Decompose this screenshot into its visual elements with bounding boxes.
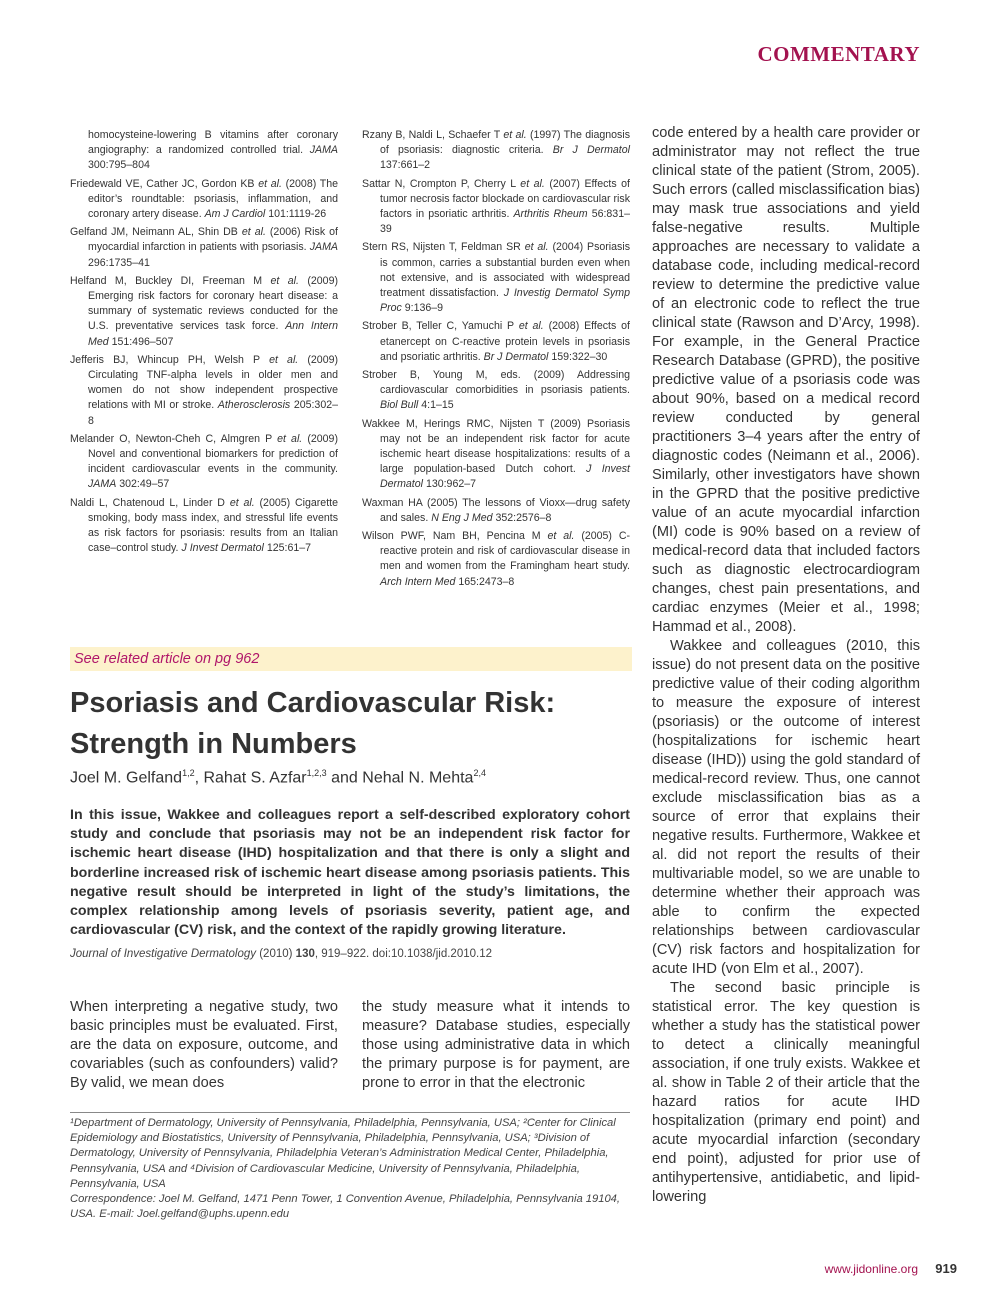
reference-main2: (2009) Emerging risk factors for coronary heart disease: a summary of systematic reviews conducted for the U.S. preventative services task force. — [88, 274, 338, 333]
reference-main2: (2009) Circulating TNF-alpha levels in older men and women do not show independent prospective relations with MI or stroke. — [88, 353, 339, 412]
reference-item — [362, 496, 630, 526]
title-line-1: Psoriasis and Cardiovascular Risk: — [70, 687, 556, 719]
author-list — [70, 768, 486, 787]
reference-item — [70, 274, 338, 350]
abstract: In this issue, Wakkee and colleagues report a self-described exploratory cohort study and conclude that psoriasis may not be an independent risk factor for ischemic heart disease (IHD) hospitalization and that there is only a slight and borderline increased risk of ischemic heart disease among psoriasis patients. This negative result should be interpreted in light of the study’s limitations, the complex relationship among levels of psoriasis severity, patient age, and cardiovascular (CV) risk, and the context of the rapidly growing literature. — [70, 807, 630, 939]
body-column-1 — [70, 998, 338, 1093]
citation-volume: 130 — [295, 948, 315, 960]
reference-tail: 56:831–39 — [380, 208, 630, 236]
reference-main: Wakkee M, Herings RMC, Nijsten T (2009) Psoriasis may not be an independent risk factor for acute ischemic heart disease hospitalizations: results of a large population-based Dutch cohort. — [362, 417, 630, 476]
reference-main: Rzany B, Naldi L, Schaefer T — [362, 129, 500, 141]
reference-item — [70, 128, 338, 174]
body-paragraph: When interpreting a negative study, two basic principles must be evaluated. First, are the data on exposure, outcome, and covariables (such as confounders) valid? By valid, we mean does — [70, 999, 338, 1091]
references-column-1 — [70, 128, 338, 559]
reference-etal: et al. — [547, 530, 575, 543]
reference-journal: JAMA — [88, 478, 117, 491]
author-separator: , — [194, 769, 204, 787]
reference-etal: et al. — [270, 274, 299, 287]
correspondence: Correspondence: Joel M. Gelfand, 1471 Penn Tower, 1 Convention Avenue, Philadelphia, Pennsylvania 19104, USA. E-mail: Joel.gelfand@uphs.upenn.edu — [70, 1193, 621, 1221]
body-column-2 — [362, 998, 630, 1093]
body-paragraph: The second basic principle is statistical error. The key question is whether a study has the statistical power to detect a clinically meaningful association, if one truly exists. Wakkee et al. show in Table 2 of their article that the hazard ratios for acute IHD hospitalization (primary end point) and acute myocardial infarction (secondary end point), adjusted for prior use of antihypertensive, antidiabetic, and lipid-lowering — [652, 980, 920, 1205]
reference-main: Stern RS, Nijsten T, Feldman SR — [362, 241, 521, 254]
reference-main2: (2008) Effects of etanercept on C-reactive protein levels in psoriasis and psoriatic arthritis. — [380, 320, 630, 363]
reference-journal: Br J Dermatol — [552, 144, 630, 157]
reference-main: Waxman HA (2005) The lessons of Vioxx—drug safety and sales. — [362, 496, 630, 524]
reference-item — [362, 128, 630, 174]
reference-item — [70, 432, 338, 493]
citation-year: (2010) — [259, 948, 293, 960]
reference-journal: Br J Dermatol — [483, 350, 549, 363]
reference-item — [362, 529, 630, 590]
reference-journal: Biol Bull — [380, 399, 419, 412]
reference-etal: et al. — [277, 432, 303, 445]
reference-main2: (1997) The diagnosis of psoriasis: diagnostic criteria. — [380, 129, 630, 157]
reference-journal: Arch Intern Med — [380, 575, 456, 588]
reference-tail: 159:322–30 — [551, 350, 608, 363]
reference-main2: (2009) Novel and conventional biomarkers for prediction of incident cardiovascular events in the community. — [88, 432, 338, 476]
reference-etal: et al. — [518, 320, 544, 333]
reference-main: Helfand M, Buckley DI, Freeman M — [70, 274, 263, 287]
reference-item — [362, 240, 630, 316]
reference-main: Naldi L, Chatenoud L, Linder D — [70, 496, 225, 509]
reference-item — [70, 177, 338, 223]
reference-main: Melander O, Newton-Cheh C, Almgren P — [70, 432, 272, 445]
related-article-banner[interactable]: See related article on pg 962 — [70, 647, 632, 671]
reference-journal: N Eng J Med — [431, 511, 493, 524]
reference-main: Strober B, Young M, eds. (2009) Addressing cardiovascular comorbidities in psoriasis patients. — [362, 369, 630, 397]
reference-etal: et al. — [503, 129, 527, 141]
author-separator: and — [326, 769, 363, 787]
footnote-divider — [70, 1112, 630, 1113]
reference-tail: 137:661–2 — [380, 159, 431, 172]
reference-tail: 151:496–507 — [111, 335, 174, 348]
title-line-2: Strength in Numbers — [70, 728, 357, 760]
author-affiliation: 1,2,3 — [306, 768, 327, 778]
reference-main2: (2005) Cigarette smoking, body mass index, and stressful life events as risk factors for psoriasis: results from an Italian case–control study. — [88, 496, 338, 555]
reference-tail: 4:1–15 — [421, 399, 454, 412]
reference-item — [362, 177, 630, 238]
journal-url-link[interactable]: www.jidonline.org — [824, 1262, 918, 1276]
reference-etal: et al. — [229, 496, 255, 509]
reference-main2: (2005) C-reactive protein and risk of cardiovascular disease in men and women from the Framingham heart study. — [380, 530, 630, 573]
reference-item — [362, 368, 630, 414]
reference-journal: J Invest Dermatol — [181, 542, 264, 555]
reference-main2: (2008) The editor’s roundtable: psoriasis, inflammation, and coronary artery disease. — [88, 177, 339, 221]
reference-main2: (2007) Effects of tumor necrosis factor blockade on cardiovascular risk factors in psoriatic arthritis. — [380, 177, 630, 221]
reference-etal: et al. — [520, 177, 545, 190]
reference-main: homocysteine-lowering B vitamins after coronary angiography: a randomized controlled trial. — [88, 129, 338, 157]
reference-journal: J Investig Dermatol Symp Proc — [380, 287, 630, 315]
body-paragraph: the study measure what it intends to measure? Database studies, especially those using administrative data in which the primary purpose is for payment, are prone to error in that the electronic — [362, 999, 630, 1091]
reference-tail: 125:61–7 — [266, 542, 312, 555]
citation-journal: Journal of Investigative Dermatology — [70, 948, 257, 960]
reference-tail: 302:49–57 — [119, 478, 170, 491]
reference-main2: (2006) Risk of myocardial infarction in patients with psoriasis. — [88, 226, 338, 254]
reference-tail: 130:962–7 — [425, 478, 477, 491]
reference-tail: 296:1735–41 — [88, 256, 150, 269]
reference-item — [70, 496, 338, 557]
body-paragraph: Wakkee and colleagues (2010, this issue) do not present data on the positive predictive value of their coding algorithm to measure the exposure of interest (psoriasis) or the outcome of interest (hospitalizations for ischemic heart disease (IHD)) using the gold standard of medical-record review. Thus, one cannot exclude misclassification bias as a source of error that explains their negative results. Furthermore, Wakkee et al. did not report the results of their multivariable model, so we are unable to determine whether their approach was able to confirm the expected relationships between cardiovascular (CV) risk factors and hospitalization for acute IHD (von Elm et al., 2007). — [652, 638, 920, 977]
journal-citation — [70, 948, 630, 960]
reference-main: Strober B, Teller C, Yamuchi P — [362, 320, 514, 333]
reference-journal: Am J Cardiol — [204, 208, 266, 221]
affiliations: ¹Department of Dermatology, University of Pennsylvania, Philadelphia, Pennsylvania, USA; ²Center for Clinical Epidemiology and Biostatistics, University of Pennsylvania, Philadelphia, Pennsylvania, USA; ³Division of Dermatology, University of Pennsylvania, Philadelphia Veteran’s Administration Medical Center, Philadelphia, Pennsylvania, USA and ⁴Division of Cardiovascular Medicine, University of Pennsylvania, Philadelphia, Pennsylvania, USA — [70, 1117, 616, 1190]
reference-tail: 352:2576–8 — [495, 511, 552, 524]
reference-etal: et al. — [258, 177, 282, 190]
author-affiliation: 2,4 — [473, 768, 486, 778]
reference-main: Wilson PWF, Nam BH, Pencina M — [362, 530, 541, 543]
reference-item — [70, 353, 338, 429]
reference-tail: 9:136–9 — [404, 302, 444, 315]
author-affiliation: 1,2 — [182, 768, 195, 778]
reference-etal: et al. — [241, 226, 266, 239]
author-name: Nehal N. Mehta — [362, 769, 474, 787]
reference-tail: 101:1119-26 — [268, 208, 327, 221]
page-number: 919 — [935, 1261, 957, 1276]
author-name: Joel M. Gelfand — [70, 769, 183, 787]
reference-main: Gelfand JM, Neimann AL, Shin DB — [70, 226, 238, 239]
reference-main2: (2004) Psoriasis is common, carries a substantial burden even when not extensive, and is associated with widespread treatment dissatisfaction. — [380, 241, 630, 300]
reference-journal: JAMA — [309, 144, 338, 157]
reference-tail: 165:2473–8 — [458, 575, 515, 588]
body-column-3 — [652, 124, 920, 1207]
reference-etal: et al. — [524, 241, 549, 254]
article-title — [70, 683, 630, 765]
reference-journal: J Invest Dermatol — [380, 463, 630, 491]
reference-etal: et al. — [269, 353, 299, 366]
reference-main: Jefferis BJ, Whincup PH, Welsh P — [70, 353, 260, 366]
reference-journal: Ann Intern Med — [88, 320, 338, 348]
citation-rest: , 919–922. doi:10.1038/jid.2010.12 — [314, 948, 492, 960]
reference-journal: Arthritis Rheum — [513, 208, 588, 221]
reference-main: Friedewald VE, Cather JC, Gordon KB — [70, 177, 255, 190]
reference-item — [362, 417, 630, 493]
section-label: COMMENTARY — [757, 42, 920, 66]
reference-tail: 205:302–8 — [88, 399, 338, 427]
reference-tail: 300:795–804 — [88, 159, 150, 172]
reference-main: Sattar N, Crompton P, Cherry L — [362, 177, 516, 190]
reference-journal: Atherosclerosis — [217, 399, 291, 412]
reference-item — [70, 225, 338, 271]
footnotes — [70, 1116, 630, 1222]
references-column-2 — [362, 128, 630, 593]
author-name: Rahat S. Azfar — [203, 769, 307, 787]
body-paragraph: code entered by a health care provider or administrator may not reflect the true clinical state of the patient (Strom, 2005). Such errors (called misclassification bias) may mask true associations and yield false-negative results. Multiple approaches are necessary to validate a database code, including medical-record review to determine the predictive value of an electronic code to reflect the true clinical state (Rawson and D’Arcy, 1998). For example, in the General Practice Research Database (GPRD), the positive predictive value of a psoriasis code was about 90%, based on a medical record review conducted by general practitioners 3–4 years after the entry of diagnostic codes (Neimann et al., 2006). Similarly, other investigators have shown in the GPRD that the positive predictive value of an acute myocardial infarction (MI) code is 90% based on a review of medical-record data that included factors such as diagnostic electrocardiogram changes, chest pain presentations, and cardiac enzymes (Meier et al., 1998; Hammad et al., 2008). — [652, 125, 920, 635]
reference-journal: JAMA — [309, 241, 338, 254]
reference-item — [362, 319, 630, 365]
